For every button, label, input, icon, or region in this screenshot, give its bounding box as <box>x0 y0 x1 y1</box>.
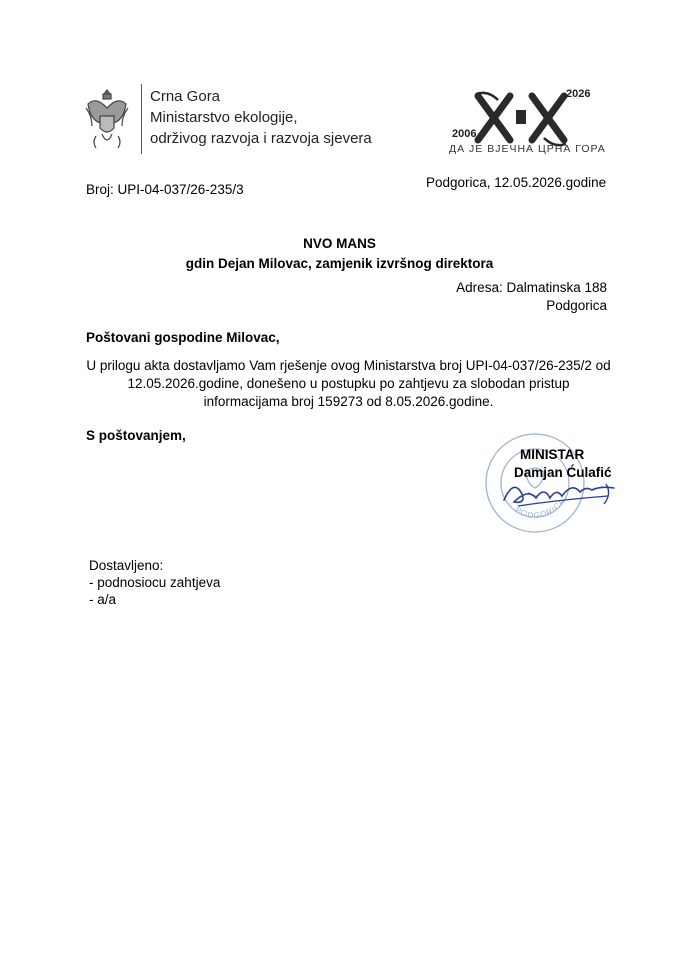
recipient-address: Adresa: Dalmatinska 188 <box>456 280 607 295</box>
org-line-ministry-cont: održivog razvoja i razvoja sjevera <box>150 130 372 147</box>
anniversary-end-year: 2026 <box>566 88 591 100</box>
distribution-item: - a/a <box>89 592 117 607</box>
recipient-person: gdin Dejan Milovac, zamjenik izvršnog direktora <box>185 256 494 271</box>
signatory-title: MINISTAR <box>520 447 585 462</box>
salutation: Poštovani gospodine Milovac, <box>86 330 280 345</box>
recipient-city: Podgorica <box>546 298 607 313</box>
distribution-heading: Dostavljeno: <box>89 558 164 573</box>
distribution-item: - podnosiocu zahtjeva <box>89 575 221 590</box>
closing: S poštovanjem, <box>86 428 186 443</box>
anniversary-motto: ДА ЈЕ ВЈЕЧНА ЦРНА ГОРА <box>449 143 606 155</box>
signatory-name: Damjan Ćulafić <box>514 465 612 480</box>
recipient-organization: NVO MANS <box>303 236 376 251</box>
anniversary-start-year: 2006 <box>452 128 477 140</box>
org-line-ministry: Ministarstvo ekologije, <box>150 109 298 126</box>
header-divider <box>141 84 142 154</box>
coat-of-arms-icon <box>82 86 132 152</box>
ministry-name <box>150 86 372 149</box>
handwritten-signature <box>498 472 628 512</box>
stamp-text: PODGORICA <box>513 496 567 520</box>
org-line-country: Crna Gora <box>150 88 221 105</box>
letter-body: U prilogu akta dostavljamo Vam rješenje ovog Ministarstva broj UPI-04-037/26-235/2 od 12.05.2026.godine, donešeno u postupku po zahtjevu za slobodan pristup informacijama broj 159273 od 8.05.2026.godine. <box>86 358 611 409</box>
letter-date: Podgorica, 12.05.2026.godine <box>426 175 607 190</box>
distribution-list <box>89 557 220 608</box>
reference-number: Broj: UPI-04-037/26-235/3 <box>86 182 244 197</box>
